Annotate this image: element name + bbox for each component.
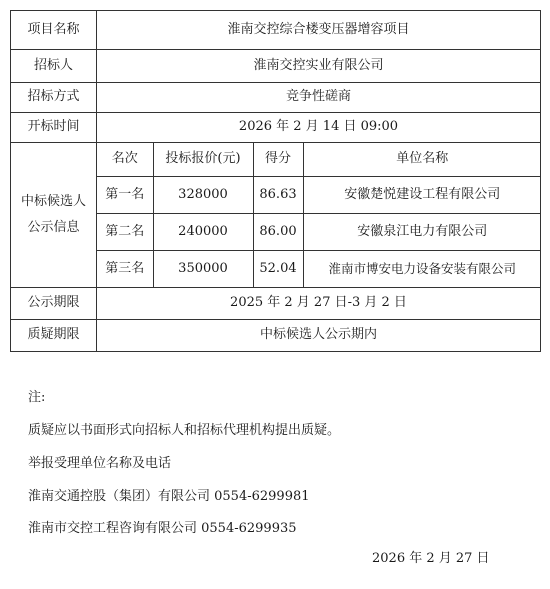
candidate-table (97, 143, 541, 287)
method-label: 招标方式 (11, 83, 97, 113)
company-cell: 安徽楚悦建设工程有限公司 (303, 177, 541, 214)
publicity-value: 2025 年 2 月 27 日-3 月 2 日 (97, 288, 541, 320)
notes-line-2: 举报受理单位名称及电话 (28, 456, 172, 471)
query-value: 中标候选人公示期内 (97, 320, 541, 352)
row-method (11, 83, 541, 113)
header-company: 单位名称 (303, 143, 541, 177)
row-query (11, 320, 541, 352)
notes-line-4: 淮南市交控工程咨询有限公司 0554-6299935 (28, 521, 297, 536)
candidate-label (11, 143, 97, 288)
company-cell: 安徽泉江电力有限公司 (303, 214, 541, 251)
price-cell: 328000 (153, 177, 253, 214)
method-value: 竞争性磋商 (97, 83, 541, 113)
bid-result-table (10, 10, 541, 352)
row-candidates (11, 143, 541, 288)
rank-cell: 第一名 (97, 177, 153, 214)
open-time-value: 2026 年 2 月 14 日 09:00 (97, 113, 541, 143)
tenderer-label: 招标人 (11, 50, 97, 83)
notes-line-3: 淮南交通控股（集团）有限公司 0554-6299981 (28, 489, 310, 504)
company-cell: 淮南市博安电力设备安装有限公司 (328, 260, 516, 276)
score-cell: 86.00 (253, 214, 303, 251)
score-cell: 86.63 (253, 177, 303, 214)
notes-line-1: 质疑应以书面形式向招标人和招标代理机构提出质疑。 (28, 423, 341, 438)
rank-cell: 第三名 (97, 251, 153, 288)
notes-title: 注: (28, 390, 46, 405)
query-label: 质疑期限 (11, 320, 97, 352)
candidate-label-line2: 公示信息 (27, 220, 80, 235)
candidate-cell (97, 143, 541, 288)
project-name-label: 项目名称 (11, 11, 97, 50)
row-open-time (11, 113, 541, 143)
price-cell: 240000 (153, 214, 253, 251)
rank-cell: 第二名 (97, 214, 153, 251)
table-row (97, 177, 541, 214)
header-price: 投标报价(元) (153, 143, 253, 177)
candidate-label-line1: 中标候选人 (20, 194, 86, 209)
price-cell: 350000 (153, 251, 253, 288)
table-row (97, 214, 541, 251)
publicity-label: 公示期限 (11, 288, 97, 320)
candidate-header-row (97, 143, 541, 177)
open-time-label: 开标时间 (11, 113, 97, 143)
row-project-name (11, 11, 541, 50)
row-tenderer (11, 50, 541, 83)
project-name-value: 淮南交控综合楼变压器增容项目 (97, 11, 541, 50)
header-score: 得分 (253, 143, 303, 177)
tenderer-value: 淮南交控实业有限公司 (97, 50, 541, 83)
header-rank: 名次 (97, 143, 153, 177)
notice-date: 2026 年 2 月 27 日 (372, 551, 490, 566)
score-cell: 52.04 (253, 251, 303, 288)
table-row (97, 251, 541, 288)
row-publicity (11, 288, 541, 320)
